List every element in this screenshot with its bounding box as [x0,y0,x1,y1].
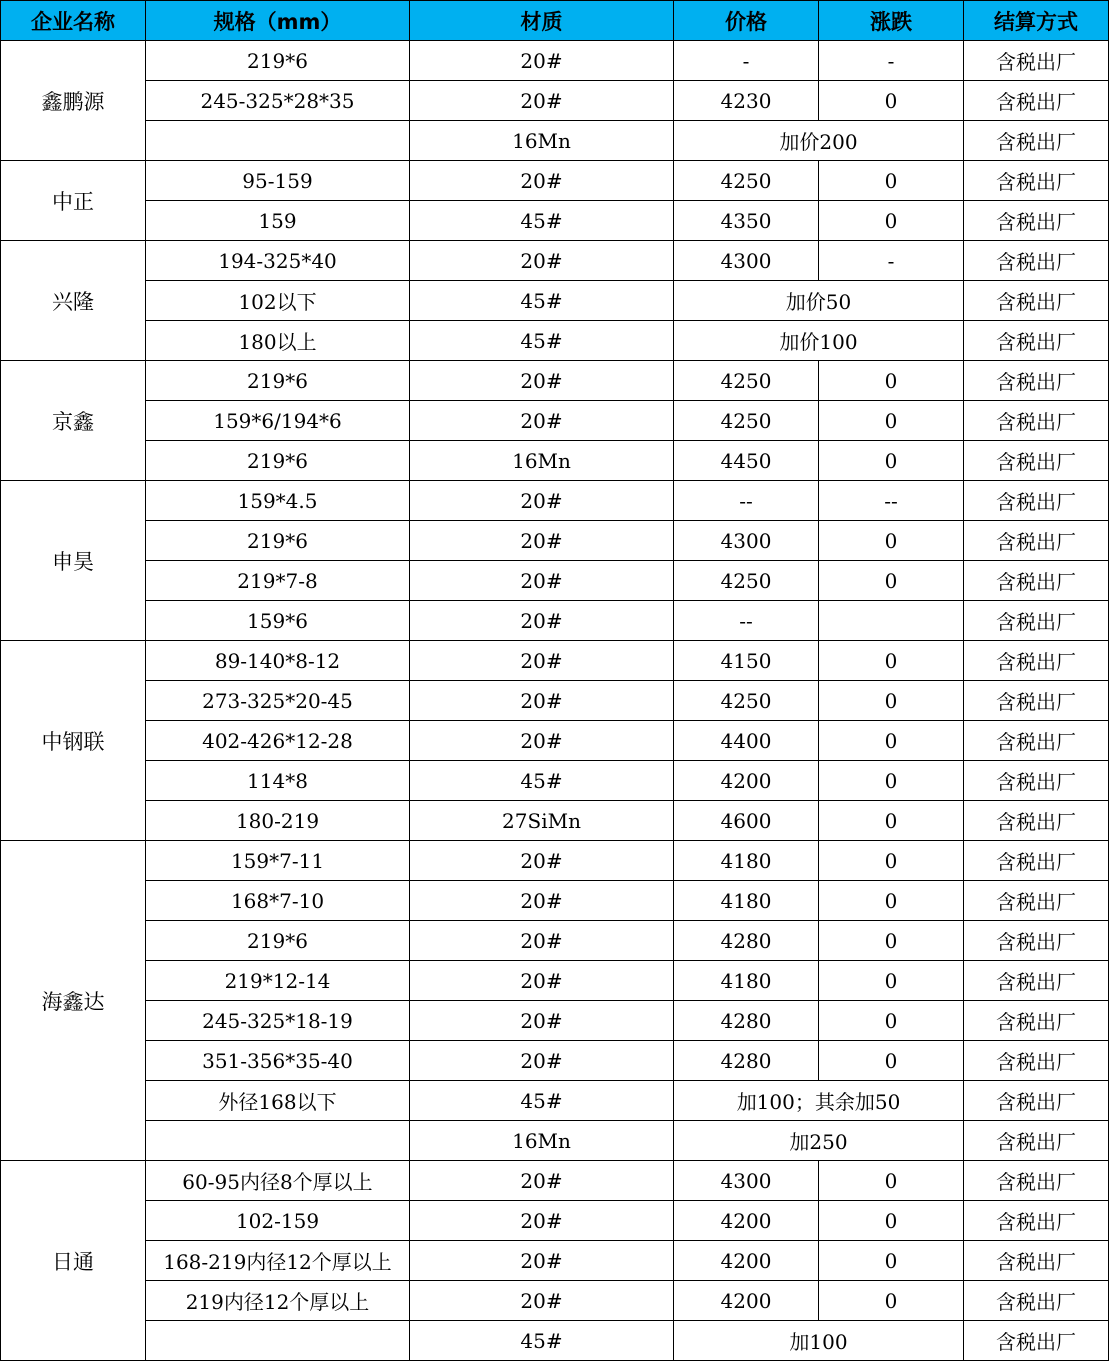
spec-cell: 219*6 [146,921,410,961]
price-cell: 4180 [674,881,819,921]
price-cell: 4300 [674,1161,819,1201]
settlement-cell: 含税出厂 [964,721,1109,761]
price-cell: 4280 [674,1001,819,1041]
change-cell: 0 [819,761,964,801]
settlement-cell: 含税出厂 [964,521,1109,561]
material-cell: 20# [410,961,674,1001]
change-cell: 0 [819,801,964,841]
material-cell: 20# [410,881,674,921]
header-material: 材质 [410,1,674,41]
company-name: 兴隆 [1,241,146,361]
settlement-cell: 含税出厂 [964,321,1109,361]
settlement-cell: 含税出厂 [964,361,1109,401]
spec-cell: 219*6 [146,361,410,401]
price-note-cell: 加价100 [674,321,964,361]
price-cell: 4150 [674,641,819,681]
spec-cell: 219内径12个厚以上 [146,1281,410,1321]
settlement-cell: 含税出厂 [964,961,1109,1001]
change-cell: 0 [819,201,964,241]
settlement-cell: 含税出厂 [964,1281,1109,1321]
spec-cell: 219*6 [146,521,410,561]
settlement-cell: 含税出厂 [964,1081,1109,1121]
change-cell: 0 [819,1201,964,1241]
price-note-cell: 加100 [674,1321,964,1361]
change-cell: - [819,241,964,281]
material-cell: 20# [410,1241,674,1281]
change-cell: 0 [819,961,964,1001]
table-row [1,481,1109,521]
table-row [1,841,1109,881]
change-cell: 0 [819,841,964,881]
material-cell: 20# [410,41,674,81]
material-cell: 45# [410,201,674,241]
settlement-cell: 含税出厂 [964,1321,1109,1361]
material-cell: 20# [410,641,674,681]
change-cell: -- [819,481,964,521]
spec-cell: 180以上 [146,321,410,361]
spec-cell: 89-140*8-12 [146,641,410,681]
price-note-cell: 加价200 [674,121,964,161]
settlement-cell: 含税出厂 [964,401,1109,441]
price-cell: 4200 [674,1241,819,1281]
header-price: 价格 [674,1,819,41]
price-cell: 4200 [674,1201,819,1241]
spec-cell: 219*12-14 [146,961,410,1001]
spec-cell: 194-325*40 [146,241,410,281]
spec-cell: 273-325*20-45 [146,681,410,721]
price-cell: 4230 [674,81,819,121]
change-cell: 0 [819,921,964,961]
company-name: 中正 [1,161,146,241]
spec-cell: 102-159 [146,1201,410,1241]
table-row [1,81,1109,121]
spec-cell: 159 [146,201,410,241]
table-row [1,561,1109,601]
table-row [1,961,1109,1001]
change-cell: 0 [819,1281,964,1321]
settlement-cell: 含税出厂 [964,761,1109,801]
price-cell: 4180 [674,961,819,1001]
table-row [1,1001,1109,1041]
material-cell: 45# [410,321,674,361]
price-cell: 4250 [674,681,819,721]
settlement-cell: 含税出厂 [964,1201,1109,1241]
change-cell: 0 [819,81,964,121]
company-name: 日通 [1,1161,146,1361]
header-company: 企业名称 [1,1,146,41]
material-cell: 45# [410,281,674,321]
price-cell: 4250 [674,161,819,201]
material-cell: 45# [410,761,674,801]
change-cell: 0 [819,361,964,401]
material-cell: 20# [410,361,674,401]
settlement-cell: 含税出厂 [964,441,1109,481]
material-cell: 16Mn [410,441,674,481]
table-row [1,401,1109,441]
spec-cell: 219*6 [146,441,410,481]
table-row [1,801,1109,841]
table-row [1,161,1109,201]
table-row [1,121,1109,161]
price-cell: 4400 [674,721,819,761]
company-name: 申昊 [1,481,146,641]
material-cell: 20# [410,1041,674,1081]
spec-cell: 159*4.5 [146,481,410,521]
spec-cell: 159*6/194*6 [146,401,410,441]
header-change: 涨跌 [819,1,964,41]
settlement-cell: 含税出厂 [964,121,1109,161]
material-cell: 20# [410,561,674,601]
spec-cell: 351-356*35-40 [146,1041,410,1081]
price-cell: 4280 [674,921,819,961]
spec-cell: 219*6 [146,41,410,81]
price-cell: 4250 [674,561,819,601]
price-cell: 4180 [674,841,819,881]
material-cell: 20# [410,721,674,761]
spec-cell: 114*8 [146,761,410,801]
price-cell: 4350 [674,201,819,241]
table-row [1,1161,1109,1201]
material-cell: 20# [410,401,674,441]
table-row [1,681,1109,721]
table-row [1,281,1109,321]
material-cell: 16Mn [410,1121,674,1161]
settlement-cell: 含税出厂 [964,1241,1109,1281]
company-name: 京鑫 [1,361,146,481]
table-row [1,641,1109,681]
change-cell: 0 [819,521,964,561]
table-row [1,761,1109,801]
spec-cell: 245-325*28*35 [146,81,410,121]
table-row [1,41,1109,81]
table-row [1,881,1109,921]
settlement-cell: 含税出厂 [964,841,1109,881]
change-cell: - [819,41,964,81]
table-row [1,321,1109,361]
material-cell: 20# [410,241,674,281]
change-cell: 0 [819,441,964,481]
price-cell: 4600 [674,801,819,841]
price-cell: 4450 [674,441,819,481]
header-row [1,1,1109,41]
spec-cell: 159*6 [146,601,410,641]
table-row [1,1241,1109,1281]
settlement-cell: 含税出厂 [964,641,1109,681]
price-cell: 4200 [674,761,819,801]
spec-cell: 60-95内径8个厚以上 [146,1161,410,1201]
settlement-cell: 含税出厂 [964,481,1109,521]
change-cell: 0 [819,1001,964,1041]
price-cell: -- [674,601,819,641]
spec-cell [146,121,410,161]
spec-cell: 219*7-8 [146,561,410,601]
spec-cell: 95-159 [146,161,410,201]
spec-cell: 159*7-11 [146,841,410,881]
price-note-cell: 加250 [674,1121,964,1161]
spec-cell: 168-219内径12个厚以上 [146,1241,410,1281]
material-cell: 20# [410,481,674,521]
price-cell: - [674,41,819,81]
price-cell: 4280 [674,1041,819,1081]
material-cell: 20# [410,601,674,641]
table-row [1,1041,1109,1081]
company-name: 鑫鹏源 [1,41,146,161]
material-cell: 20# [410,1161,674,1201]
material-cell: 20# [410,841,674,881]
spec-cell: 245-325*18-19 [146,1001,410,1041]
table-row [1,521,1109,561]
settlement-cell: 含税出厂 [964,801,1109,841]
price-note-cell: 加100；其余加50 [674,1081,964,1121]
header-spec: 规格（mm） [146,1,410,41]
settlement-cell: 含税出厂 [964,201,1109,241]
spec-cell: 402-426*12-28 [146,721,410,761]
material-cell: 20# [410,1201,674,1241]
change-cell: 0 [819,681,964,721]
price-cell: 4300 [674,241,819,281]
change-cell: 0 [819,401,964,441]
spec-cell [146,1121,410,1161]
table-row [1,1081,1109,1121]
change-cell: 0 [819,641,964,681]
table-row [1,241,1109,281]
settlement-cell: 含税出厂 [964,241,1109,281]
material-cell: 45# [410,1321,674,1361]
change-cell: 0 [819,561,964,601]
change-cell: 0 [819,881,964,921]
material-cell: 20# [410,521,674,561]
spec-cell: 外径168以下 [146,1081,410,1121]
change-cell: 0 [819,1161,964,1201]
spec-cell: 180-219 [146,801,410,841]
table-body [1,41,1109,1361]
settlement-cell: 含税出厂 [964,161,1109,201]
material-cell: 45# [410,1081,674,1121]
material-cell: 20# [410,161,674,201]
change-cell: 0 [819,1241,964,1281]
settlement-cell: 含税出厂 [964,41,1109,81]
table-row [1,1321,1109,1361]
spec-cell [146,1321,410,1361]
material-cell: 20# [410,1001,674,1041]
settlement-cell: 含税出厂 [964,601,1109,641]
material-cell: 20# [410,1281,674,1321]
company-name: 中钢联 [1,641,146,841]
change-cell: 0 [819,161,964,201]
material-cell: 20# [410,81,674,121]
change-cell: 0 [819,721,964,761]
settlement-cell: 含税出厂 [964,561,1109,601]
spec-cell: 168*7-10 [146,881,410,921]
material-cell: 27SiMn [410,801,674,841]
price-cell: -- [674,481,819,521]
price-cell: 4250 [674,401,819,441]
settlement-cell: 含税出厂 [964,881,1109,921]
table-row [1,601,1109,641]
settlement-cell: 含税出厂 [964,921,1109,961]
price-cell: 4300 [674,521,819,561]
settlement-cell: 含税出厂 [964,1121,1109,1161]
table-row [1,1121,1109,1161]
change-cell [819,601,964,641]
table-row [1,441,1109,481]
settlement-cell: 含税出厂 [964,1001,1109,1041]
table-row [1,921,1109,961]
settlement-cell: 含税出厂 [964,81,1109,121]
settlement-cell: 含税出厂 [964,281,1109,321]
material-cell: 16Mn [410,121,674,161]
change-cell: 0 [819,1041,964,1081]
table-row [1,721,1109,761]
header-settlement: 结算方式 [964,1,1109,41]
price-cell: 4250 [674,361,819,401]
table-row [1,361,1109,401]
material-cell: 20# [410,681,674,721]
table-row [1,1201,1109,1241]
material-cell: 20# [410,921,674,961]
settlement-cell: 含税出厂 [964,681,1109,721]
table-row [1,201,1109,241]
price-cell: 4200 [674,1281,819,1321]
settlement-cell: 含税出厂 [964,1041,1109,1081]
table-header [1,1,1109,41]
price-note-cell: 加价50 [674,281,964,321]
settlement-cell: 含税出厂 [964,1161,1109,1201]
table-row [1,1281,1109,1321]
company-name: 海鑫达 [1,841,146,1161]
spec-cell: 102以下 [146,281,410,321]
